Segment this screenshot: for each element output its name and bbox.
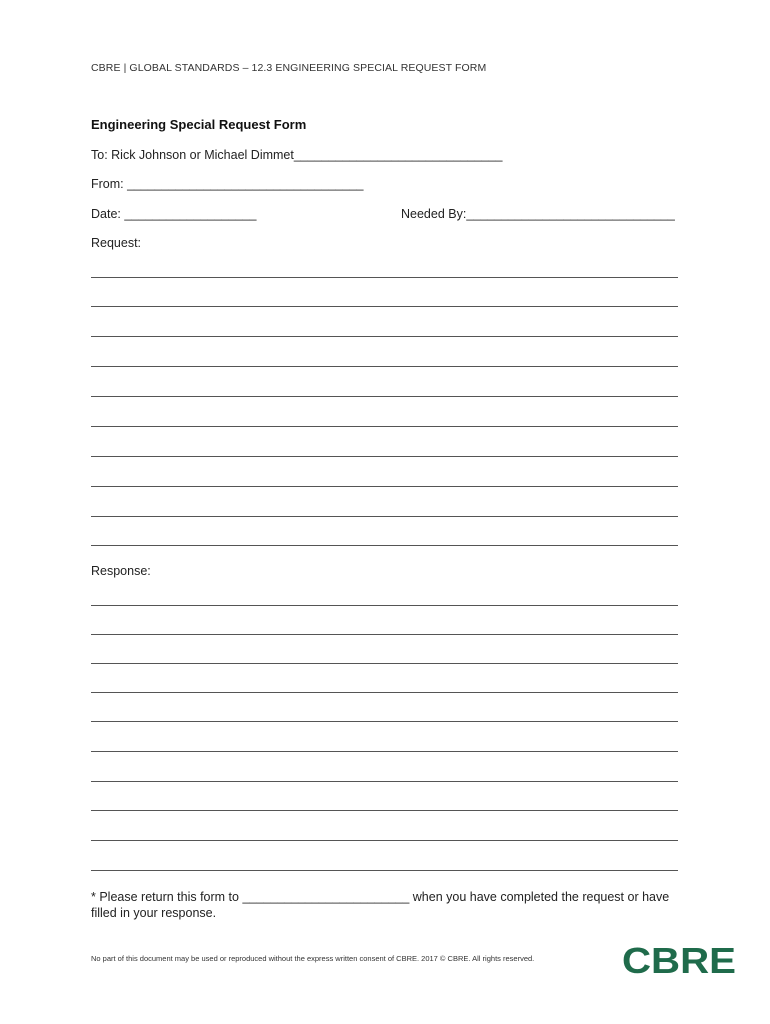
request-line[interactable] (91, 306, 678, 307)
response-line[interactable] (91, 721, 678, 722)
request-line[interactable] (91, 545, 678, 546)
response-line[interactable] (91, 810, 678, 811)
response-line[interactable] (91, 605, 678, 606)
cbre-logo (622, 943, 736, 975)
return-instructions: * Please return this form to ________________________ when you have completed the request or have filled in your response. (91, 890, 670, 920)
response-label: Response: (91, 564, 151, 578)
response-line[interactable] (91, 751, 678, 752)
needed-by-field[interactable]: Needed By:______________________________ (401, 207, 675, 221)
copyright-notice: No part of this document may be used or reproduced without the express written consent of CBRE. 2017 © CBRE. All rights reserved. (91, 954, 535, 963)
request-label: Request: (91, 236, 142, 250)
request-line[interactable] (91, 456, 678, 457)
response-line[interactable] (91, 692, 678, 693)
response-line[interactable] (91, 840, 678, 841)
request-line[interactable] (91, 516, 678, 517)
date-field[interactable]: Date: ___________________ (91, 207, 257, 221)
from-field[interactable]: From: __________________________________ (91, 177, 364, 191)
to-field[interactable]: To: Rick Johnson or Michael Dimmet______________________________ (91, 148, 503, 162)
request-line[interactable] (91, 366, 678, 367)
response-line[interactable] (91, 663, 678, 664)
response-line[interactable] (91, 781, 678, 782)
request-line[interactable] (91, 426, 678, 427)
cbre-logo-text: CBRE (622, 943, 736, 975)
request-line[interactable] (91, 277, 678, 278)
request-line[interactable] (91, 336, 678, 337)
request-line[interactable] (91, 486, 678, 487)
form-title: Engineering Special Request Form (91, 117, 307, 132)
request-line[interactable] (91, 396, 678, 397)
response-line[interactable] (91, 870, 678, 871)
document-header: CBRE | GLOBAL STANDARDS – 12.3 ENGINEERING SPECIAL REQUEST FORM (91, 62, 487, 74)
response-line[interactable] (91, 634, 678, 635)
